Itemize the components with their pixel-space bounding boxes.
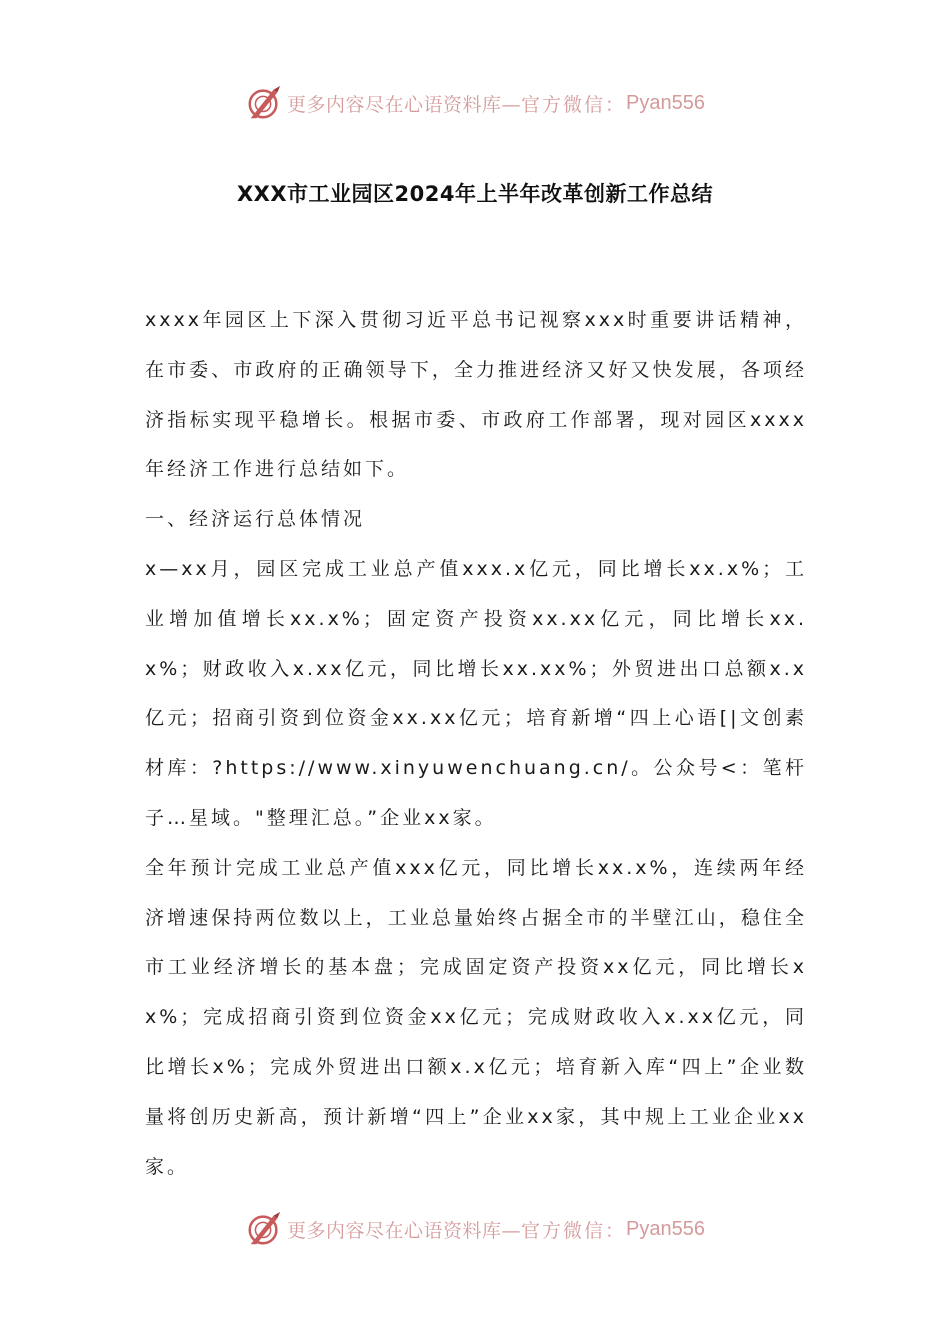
watermark-text: 更多内容尽在心语资料库—: [287, 1219, 522, 1242]
footer-watermark: [0, 1209, 950, 1249]
paragraph-forecast: 全年预计完成工业总产值xxx亿元，同比增长xx.x%，连续两年经济增速保持两位数以上，工业总量始终占据全市的半壁江山，稳住全市工业经济增长的基本盘；完成固定资产投资xx亿元，同比增长xx%；完成招商引资到位资金xx亿元；完成财政收入x.xx亿元，同比增长x%；完成外贸进出口额x.x亿元；培育新入库“四上”企业数量将创历史新高，预计新增“四上”企业xx家，其中规上工业企业xx家。: [145, 856, 807, 1178]
quill-logo-icon: [245, 1210, 283, 1248]
watermark-wechat-id: Pyan556: [626, 1217, 705, 1240]
header-watermark: [0, 83, 950, 123]
watermark-wechat-label: 官方微信：: [521, 1219, 627, 1242]
paragraph-stats: x—xx月，园区完成工业总产值xxx.x亿元，同比增长xx.x%；工业增加值增长xx.x%；固定资产投资xx.xx亿元，同比增长xx.x%；财政收入x.xx亿元，同比增长xx.xx%；外贸进出口总额x.x亿元；招商引资到位资金xx.xx亿元；培育新增“四上心语[|文创素材库：?https://www.xinyuwenchuang.cn/。公众号<：笔杆子…星域。"整理汇总。”企业xx家。: [145, 557, 807, 829]
watermark-text: 更多内容尽在心语资料库—: [287, 93, 522, 116]
watermark-wechat-label: 官方微信：: [521, 93, 627, 116]
section-heading: 一、经济运行总体情况: [145, 508, 366, 531]
quill-logo-icon: [245, 84, 283, 122]
document-body: [145, 296, 807, 1192]
watermark-wechat-id: Pyan556: [626, 91, 705, 114]
document-title: XXX市工业园区2024年上半年改革创新工作总结: [236, 182, 714, 206]
paragraph-intro: xxxx年园区上下深入贯彻习近平总书记视察xxx时重要讲话精神，在市委、市政府的正确领导下，全力推进经济又好又快发展，各项经济指标实现平稳增长。根据市委、市政府工作部署，现对园区xxxx年经济工作进行总结如下。: [145, 309, 807, 481]
